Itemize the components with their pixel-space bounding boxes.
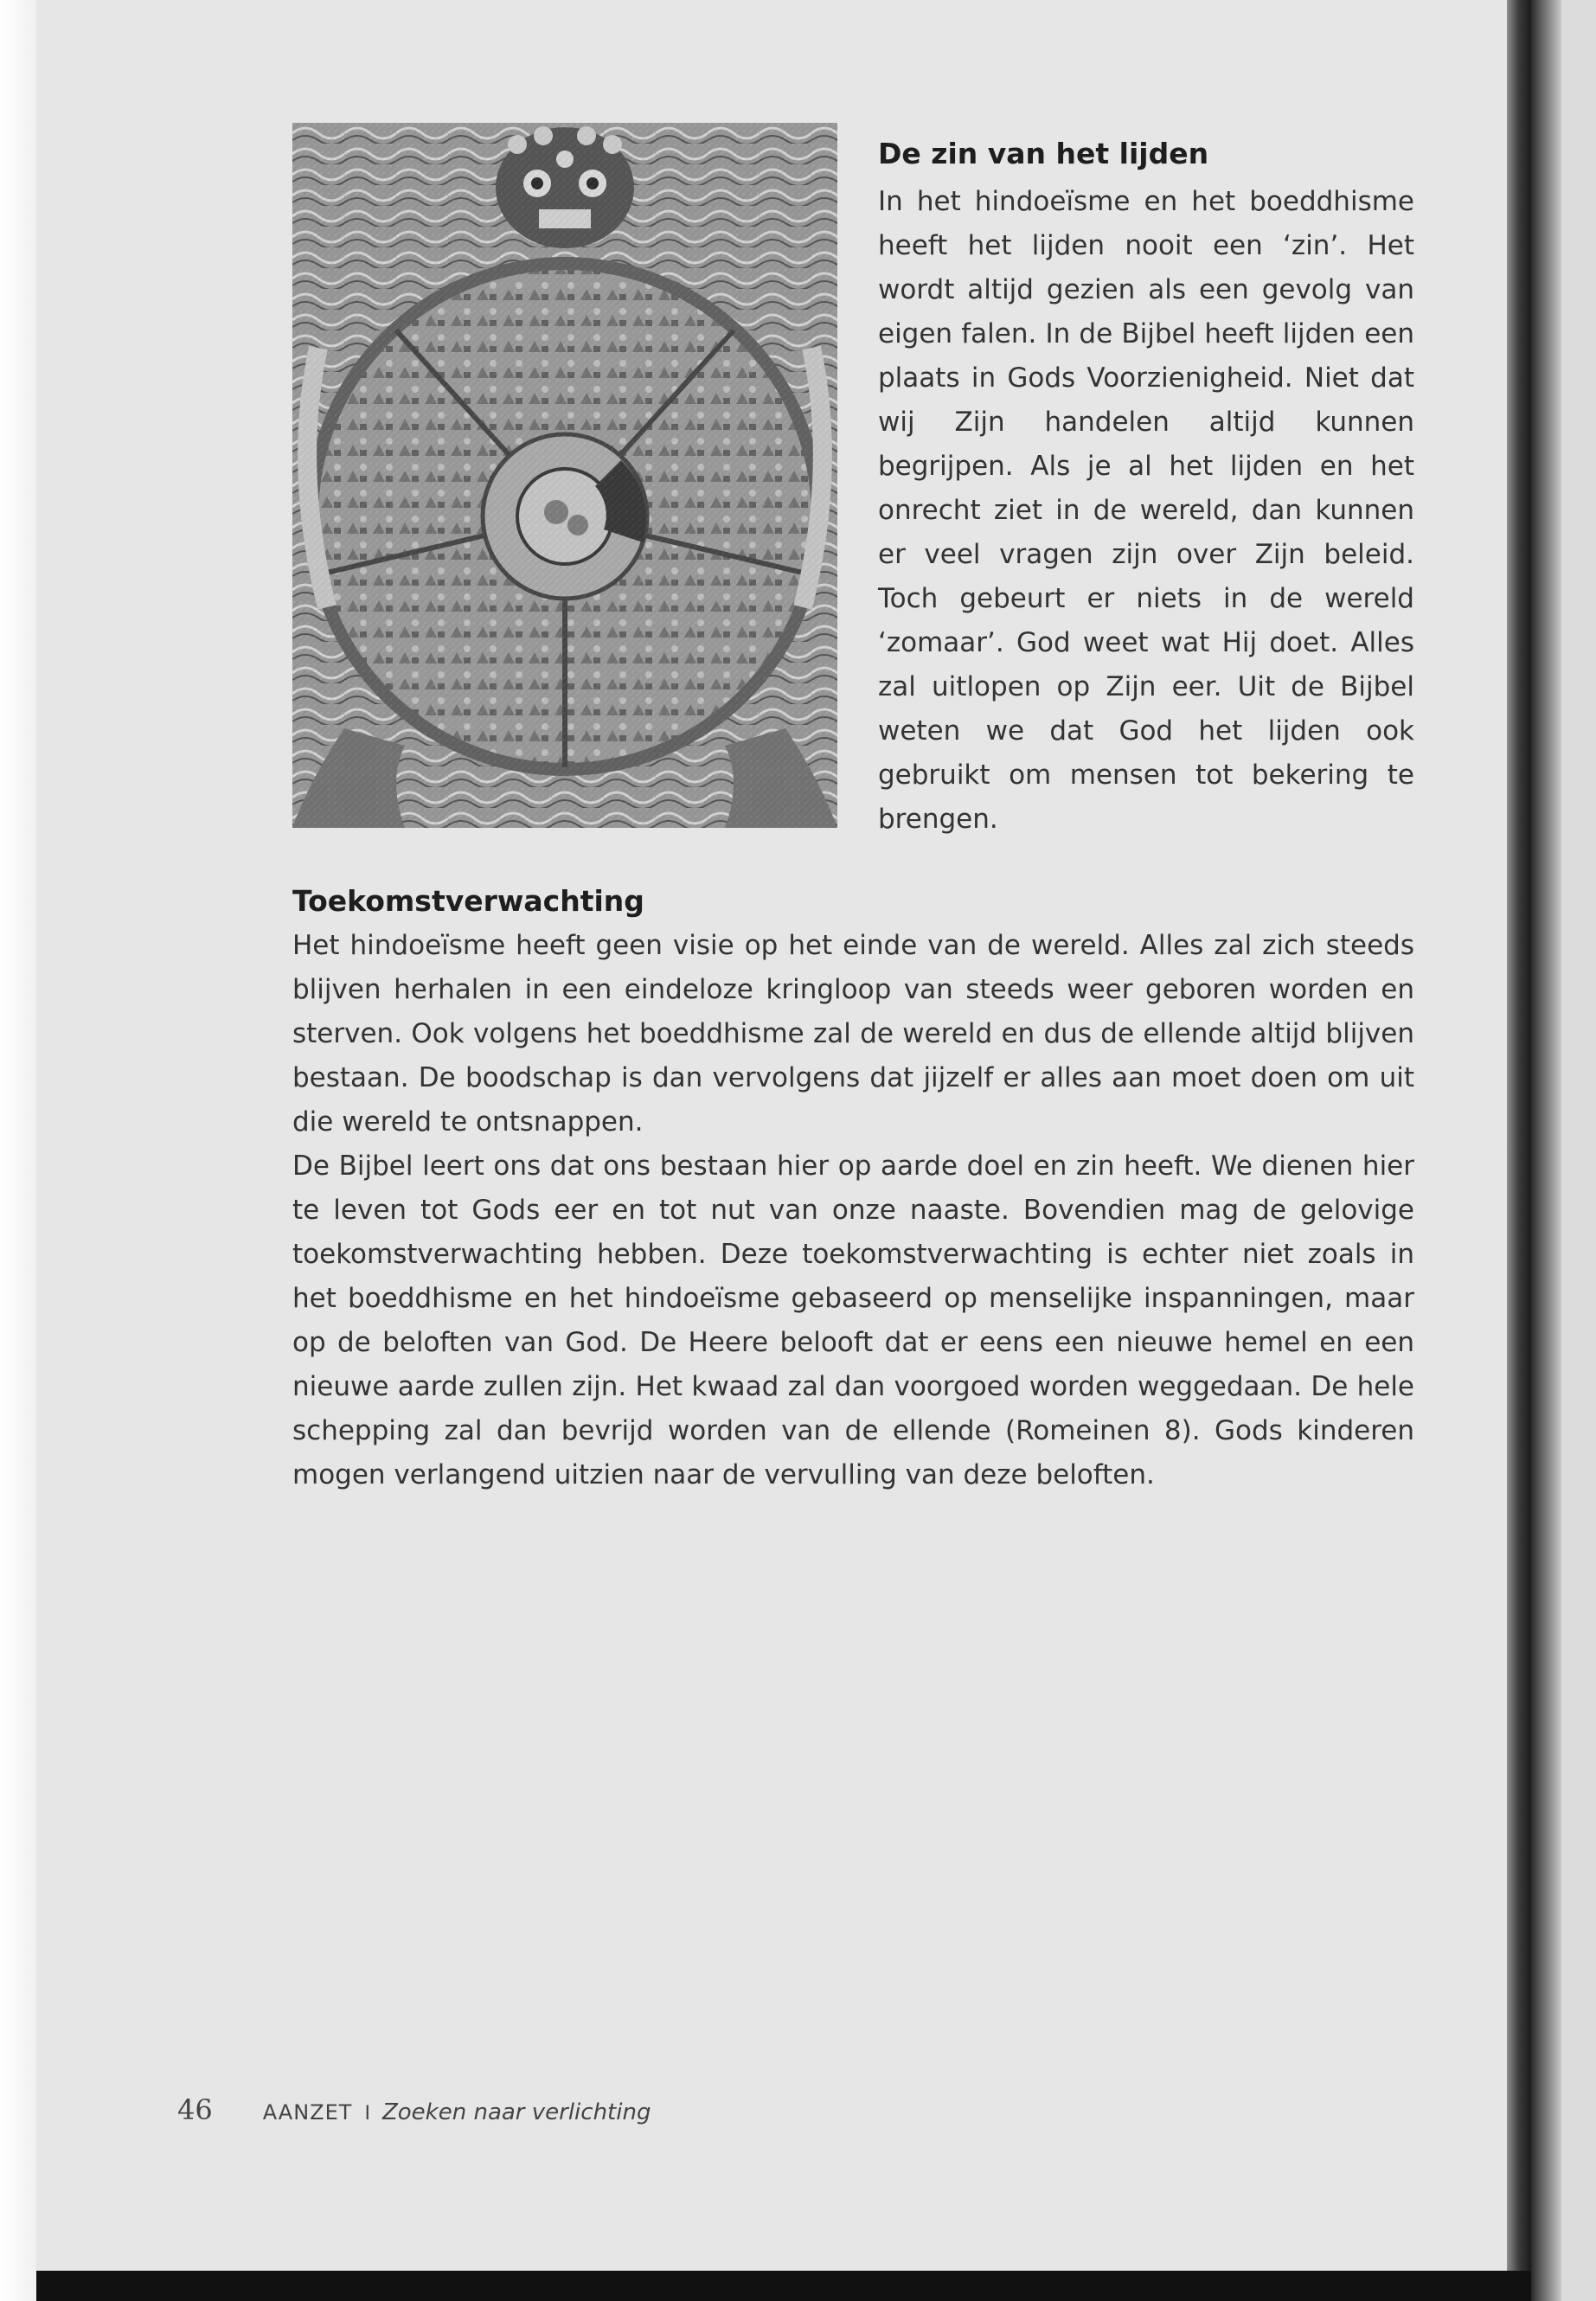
page-number: 46 bbox=[177, 2093, 213, 2126]
book-spine-edge bbox=[1531, 0, 1561, 2301]
page-footer bbox=[177, 2093, 651, 2126]
series-name: AANZET bbox=[262, 2100, 353, 2125]
section-paragraph: Het hindoeïsme heeft geen visie op het einde van de wereld. Alles zal zich steeds blijven herhalen in een eindeloze kringloop van steeds weer geboren worden en sterven. Ook volgens het boeddhisme zal de wereld en dus de ellende altijd blijven bestaan. De boodschap is dan vervolgens dat jijzelf er alles aan moet doen om uit die wereld te ontsnappen. bbox=[292, 929, 1414, 1138]
footer-separator: I bbox=[364, 2103, 370, 2125]
scan-background-right bbox=[1561, 0, 1596, 2301]
wheel-of-life-image bbox=[292, 123, 837, 828]
book-title: Zoeken naar verlichting bbox=[381, 2099, 651, 2125]
page-margin-left bbox=[0, 0, 36, 2301]
book-spine-shadow bbox=[1507, 0, 1531, 2301]
wheel-of-life-illustration bbox=[292, 123, 837, 828]
sidebar-heading: De zin van het lijden bbox=[878, 137, 1209, 170]
main-text-block bbox=[292, 884, 1414, 1497]
page-bottom-edge bbox=[36, 2271, 1531, 2301]
sidebar-text-block bbox=[878, 137, 1414, 842]
sidebar-body: In het hindoeïsme en het boeddhisme heeft het lijden nooit een ‘zin’. Het wordt altijd gezien als een gevolg van eigen falen. In de Bijbel heeft lijden een plaats in Gods Voorzienigheid. Niet dat wij Zijn handelen altijd kunnen begrijpen. Als je al het lijden en het onrecht ziet in de wereld, dan kunnen er veel vragen zijn over Zijn beleid. Toch gebeurt er niets in de wereld ‘zomaar’. God weet wat Hij doet. Alles zal uitlopen op Zijn eer. Uit de Bijbel weten we dat God het lijden ook gebruikt om mensen tot bekering te brengen. bbox=[878, 185, 1414, 835]
section-paragraph: De Bijbel leert ons dat ons bestaan hier op aarde doel en zin heeft. We dienen hier te leven tot Gods eer en tot nut van onze naaste. Bovendien mag de gelovige toekomstverwachting hebben. Deze toekomstverwachting is echter niet zoals in het boeddhisme en het hindoeïsme gebaseerd op menselijke inspanningen, maar op de beloften van God. De Heere belooft dat er eens een nieuwe hemel en een nieuwe aarde zullen zijn. Het kwaad zal dan voorgoed worden weggedaan. De hele schepping zal dan bevrijd worden van de ellende (Romeinen 8). Gods kinderen mogen verlangend uitzien naar de vervulling van deze beloften. bbox=[292, 1150, 1414, 1490]
section-heading: Toekomstverwachting bbox=[292, 884, 644, 918]
